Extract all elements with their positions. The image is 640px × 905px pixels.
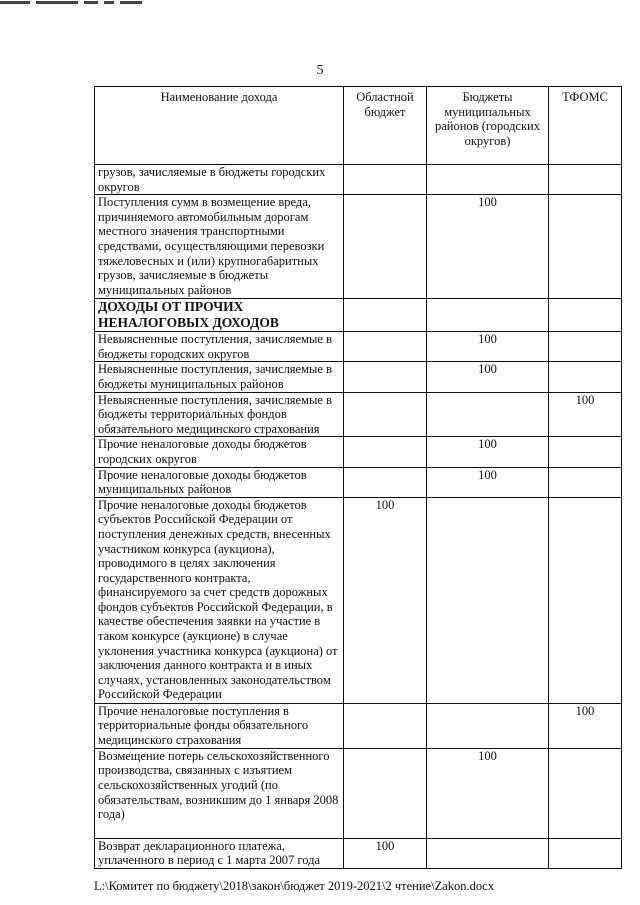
page-number: 5 xyxy=(316,63,324,78)
row-regional-value xyxy=(344,437,427,467)
revenue-table xyxy=(94,86,622,869)
header-regional-budget: Областной бюджет xyxy=(344,87,427,165)
row-tfoms-value: 100 xyxy=(549,392,622,437)
row-income-name: Невыясненные поступления, зачисляемые в бюджеты городских округов xyxy=(95,332,344,362)
row-regional-value xyxy=(344,392,427,437)
row-tfoms-value xyxy=(549,362,622,392)
row-municipal-value: 100 xyxy=(427,332,549,362)
row-tfoms-value xyxy=(549,838,622,868)
table-row xyxy=(95,838,622,868)
row-regional-value: 100 xyxy=(344,838,427,868)
scan-artifact xyxy=(0,0,150,6)
table-row xyxy=(95,703,622,748)
row-tfoms-value xyxy=(549,332,622,362)
row-income-name: Прочие неналоговые доходы бюджетов городских округов xyxy=(95,437,344,467)
row-regional-value xyxy=(344,165,427,195)
row-income-name: Невыясненные поступления, зачисляемые в бюджеты территориальных фондов обязательного медицинского страхования xyxy=(95,392,344,437)
row-municipal-value: 100 xyxy=(427,467,549,497)
row-income-name: ДОХОДЫ ОТ ПРОЧИХ НЕНАЛОГОВЫХ ДОХОДОВ xyxy=(95,299,344,332)
row-municipal-value xyxy=(427,497,549,703)
row-regional-value xyxy=(344,362,427,392)
row-income-name: Прочие неналоговые поступления в территориальные фонды обязательного медицинского страхования xyxy=(95,703,344,748)
row-tfoms-value xyxy=(549,497,622,703)
row-municipal-value xyxy=(427,299,549,332)
row-municipal-value xyxy=(427,838,549,868)
table-row xyxy=(95,467,622,497)
row-municipal-value xyxy=(427,703,549,748)
row-municipal-value xyxy=(427,165,549,195)
table-row xyxy=(95,437,622,467)
row-income-name: Возмещение потерь сельскохозяйственного производства, связанных с изъятием сельскохозяйственных угодий (по обязательствам, возникшим до 1 января 2008 года) xyxy=(95,748,344,838)
row-income-name: Прочие неналоговые доходы бюджетов субъектов Российской Федерации от поступления денежных средств, внесенных участником конкурса (аукциона), проводимого в целях заключения государственного контракта, финансируемого за счет средств дорожных фондов субъектов Российской Федерации, в качестве обеспечения заявки на участие в таком конкурсе (аукционе) в случае уклонения участника конкурса (аукциона) от заключения данного контракта и в иных случаях, установленных законодательством Российской Федерации xyxy=(95,497,344,703)
table-row xyxy=(95,362,622,392)
row-municipal-value: 100 xyxy=(427,195,549,299)
row-regional-value xyxy=(344,332,427,362)
row-regional-value: 100 xyxy=(344,497,427,703)
row-income-name: Прочие неналоговые доходы бюджетов муниципальных районов xyxy=(95,467,344,497)
row-tfoms-value xyxy=(549,165,622,195)
row-tfoms-value xyxy=(549,299,622,332)
row-income-name: Возврат декларационного платежа, уплаченного в период с 1 марта 2007 года xyxy=(95,838,344,868)
row-regional-value xyxy=(344,299,427,332)
row-municipal-value: 100 xyxy=(427,437,549,467)
table-header-row xyxy=(95,87,622,165)
table-row xyxy=(95,165,622,195)
table-row xyxy=(95,195,622,299)
row-tfoms-value: 100 xyxy=(549,703,622,748)
row-tfoms-value xyxy=(549,748,622,838)
document-path: L:\Комитет по бюджету\2018\закон\бюджет 2019-2021\2 чтение\Zakon.docx xyxy=(94,879,494,893)
row-income-name: грузов, зачисляемые в бюджеты городских округов xyxy=(95,165,344,195)
row-regional-value xyxy=(344,467,427,497)
row-income-name: Поступления сумм в возмещение вреда, причиняемого автомобильным дорогам местного значения транспортными средствами, осуществляющими перевозки тяжеловесных и (или) крупногабаритных грузов, зачисляемые в бюджеты муниципальных районов xyxy=(95,195,344,299)
header-municipal-budgets: Бюджеты муниципальных районов (городских округов) xyxy=(427,87,549,165)
row-regional-value xyxy=(344,748,427,838)
table-row xyxy=(95,392,622,437)
header-income-name: Наименование дохода xyxy=(95,87,344,165)
row-regional-value xyxy=(344,703,427,748)
table-row xyxy=(95,497,622,703)
row-municipal-value: 100 xyxy=(427,748,549,838)
row-regional-value xyxy=(344,195,427,299)
table-row xyxy=(95,299,622,332)
row-tfoms-value xyxy=(549,195,622,299)
row-tfoms-value xyxy=(549,467,622,497)
table-row xyxy=(95,332,622,362)
row-municipal-value xyxy=(427,392,549,437)
row-municipal-value: 100 xyxy=(427,362,549,392)
row-income-name: Невыясненные поступления, зачисляемые в бюджеты муниципальных районов xyxy=(95,362,344,392)
table-row xyxy=(95,748,622,838)
row-tfoms-value xyxy=(549,437,622,467)
header-tfoms: ТФОМС xyxy=(549,87,622,165)
